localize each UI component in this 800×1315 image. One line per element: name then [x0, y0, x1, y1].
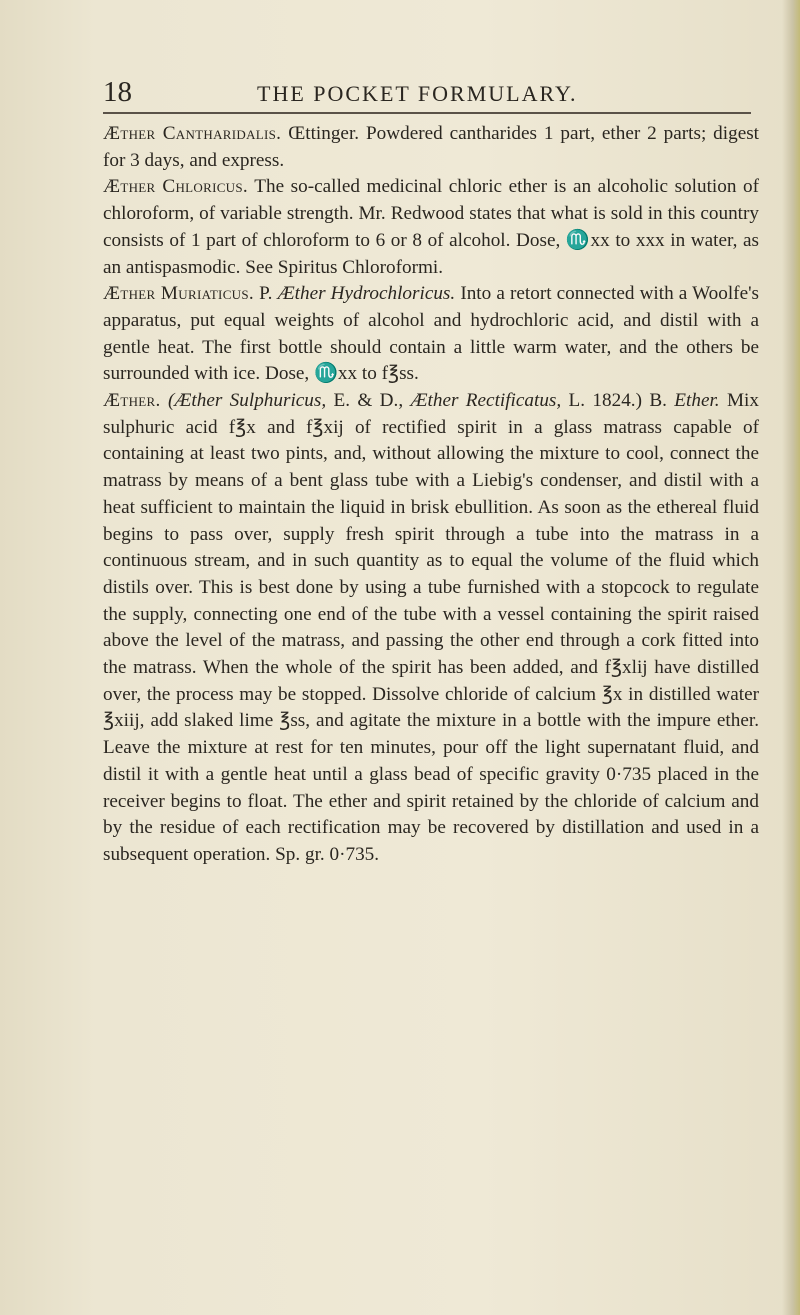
entry-text: Mix sulphuric acid f℥x and f℥xij of rectified spirit in a glass matrass capable of containing at least two pints, and, without allowing the mixture to cool, connect the matrass by means of a bent glass tube with a Liebig's condenser, and distil with a heat sufficient to maintain the liquid in brisk ebullition. As soon as the ethereal fluid begins to pass over, supply fresh spirit through a tube into the matrass in a continuous stream, and in such quantity as to equal the volume of the fluid which distils over. This is best done by using a tube furnished with a stopcock to regulate the supply, connecting one end of the tube with a vessel containing the spirit raised above the level of the matrass, and passing the other end through a cork fitted into the matrass. When the whole of the spirit has been added, and f℥xlij have distilled over, the process may be stopped. Dissolve chloride of calcium ℥x in distilled water ℥xiij, add slaked lime ℥ss, and agitate the mixture in a bottle with the impure ether. Leave the mixture at rest for ten minutes, pour off the light supernatant fluid, and distil it with a gentle heat until a glass bead of specific gravity 0·735 placed in the receiver begins to float. The ether and spirit retained by the chloride of calcium and by the residue of each rectification may be recovered by distillation and used in a subsequent operation. Sp. gr. 0·735.: [103, 390, 759, 865]
entry-aether-chloricus: [103, 174, 759, 281]
entry-source-2: L. 1824.) B.: [568, 390, 667, 412]
entry-synonym: Æther Hydrochloricus.: [277, 283, 456, 305]
header-rule: [103, 112, 751, 114]
entry-headword: Æther Chloricus.: [103, 176, 248, 198]
entry-source: E. & D.,: [333, 390, 404, 412]
entry-synonym-c: Ether.: [674, 390, 720, 412]
entry-aether-cantharidalis: [103, 121, 759, 174]
entry-headword: Æther Cantharidalis.: [103, 123, 282, 144]
entry-text: The so-called medicinal chloric ether is an alcoholic solution of chloroform, of variable strength. Mr. Redwood states that what is sold in this country consists of 1 part of chloroform to 6 or 8 of alcohol. Dose, ♏xx to xxx in water, as an antispasmodic. See Spiritus Chloroformi.: [103, 176, 759, 278]
entry-text: Into a retort connected with a Woolfe's apparatus, put equal weights of alcohol and hydrochloric acid, and distil with a gentle heat. The first bottle should contain a little warm water, and the others be surrounded with ice. Dose, ♏xx to f℥ss.: [103, 283, 760, 385]
entry-source: P.: [259, 283, 273, 305]
entry-headword: Æther.: [103, 390, 161, 412]
page-edge-shadow: [782, 0, 800, 1315]
entry-synonym-b: Æther Rectificatus,: [410, 390, 562, 412]
entry-aether-muriaticus: [103, 281, 759, 388]
entry-aether: [103, 388, 759, 869]
entry-synonym-a: (Æther Sulphuricus,: [167, 390, 327, 412]
entry-text: Œttinger. Powdered cantharides 1 part, ether 2 parts; digest for 3 days, and express.: [103, 123, 760, 171]
page-number: 18: [103, 76, 132, 108]
entry-headword: Æther Muriaticus.: [103, 283, 254, 305]
page-header: [103, 76, 753, 110]
running-title: THE POCKET FORMULARY.: [257, 81, 578, 106]
page-body: [103, 121, 759, 869]
